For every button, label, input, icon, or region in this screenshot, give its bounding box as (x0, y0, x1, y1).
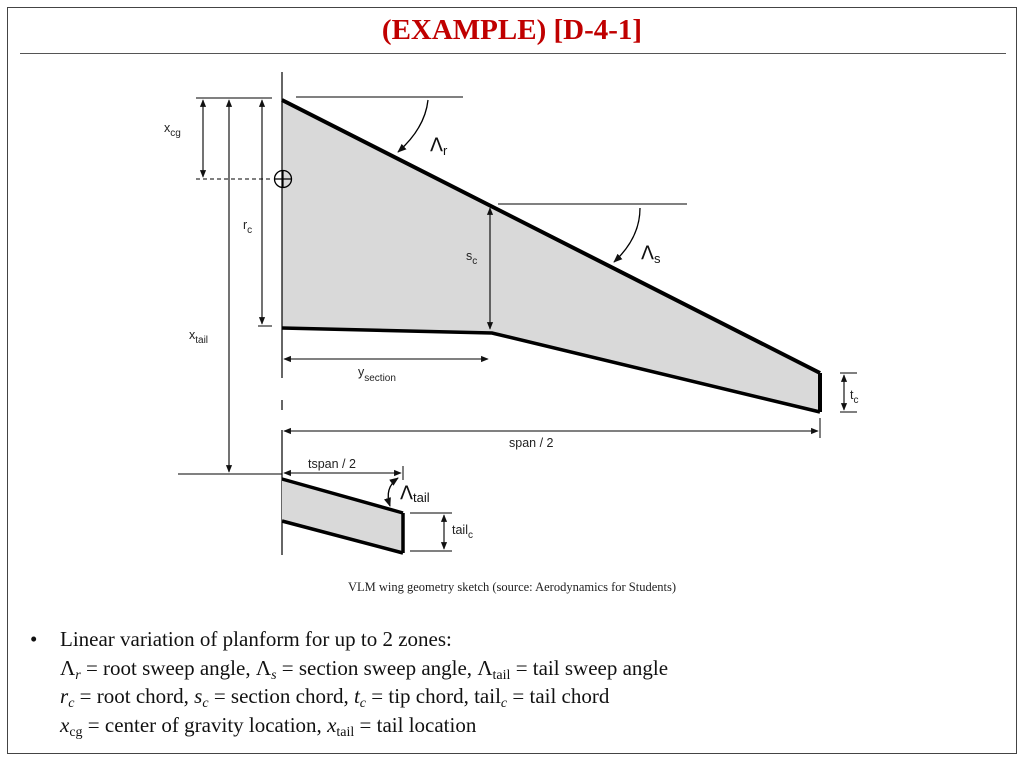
lambda-tail-label: Λtail (400, 482, 430, 505)
tail-planform (282, 479, 403, 553)
xtail-label: $x_{tail}$ (189, 328, 209, 346)
bullet-marker: • (30, 627, 38, 651)
slide-title: (EXAMPLE) [D-4-1] (381, 14, 643, 46)
figure-caption: VLM wing geometry sketch (source: Aerodynamics for Students) (347, 580, 677, 594)
lambda-r-arrow (398, 100, 428, 152)
bullet-line-sweep-angles: $\Lambda_r$ = root sweep angle, $\Lambda_s$ = section sweep angle, $\Lambda_{tail}$ = tail sweep angle (60, 655, 669, 683)
tspan-label: tspan / 2 (308, 457, 356, 471)
bullet-intro: Linear variation of planform for up to 2 zones: (60, 627, 452, 651)
tc-label: $t_c$ (850, 388, 859, 406)
bullet-item (60, 625, 668, 739)
sc-label: $s_c$ (466, 249, 478, 267)
lambda-r-label: $\Lambda_r$ (430, 134, 448, 158)
rc-label: $r_c$ (243, 218, 253, 236)
lambda-tail-arrow (388, 478, 398, 506)
xcg-label: $x_{cg}$ (164, 121, 181, 139)
tailc-label: tail$_c$ (452, 523, 473, 541)
lambda-s-label: $\Lambda_s$ (641, 242, 661, 266)
ysection-label: $y_{section}$ (358, 365, 396, 384)
bullet-line-chords: $r_c$ = root chord, $s_c$ = section chord, $t_c$ = tip chord, tail$_c$ = tail chord (60, 684, 610, 711)
lambda-s-arrow (614, 208, 640, 262)
cg-symbol (275, 171, 292, 188)
span-label: span / 2 (509, 436, 554, 450)
bullet-line-locations: $x_{cg}$ = center of gravity location, $x_{tail}$ = tail location (60, 712, 477, 740)
